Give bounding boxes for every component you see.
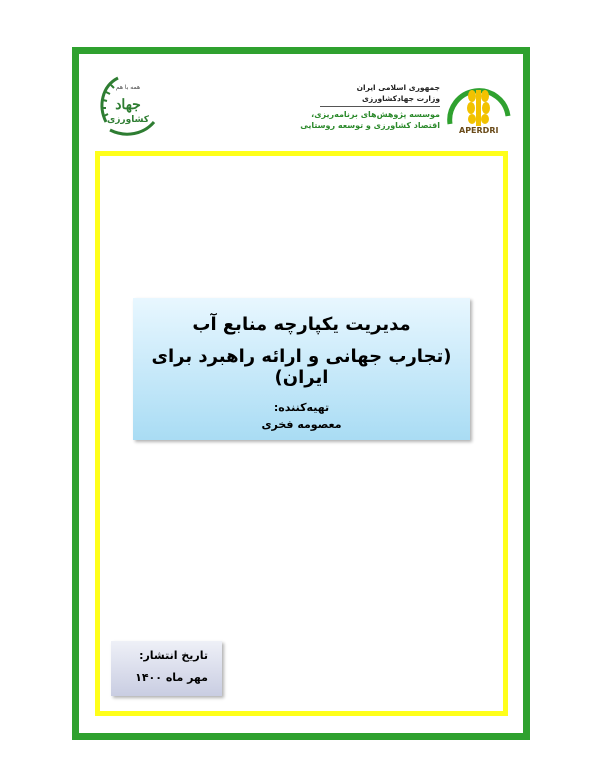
- author-name: معصومه فخری: [261, 418, 342, 431]
- keshavarzi-word: کشاورزی: [107, 115, 149, 125]
- header-divider: [320, 106, 440, 107]
- institute-name-line2: اقتصاد کشاورزی و توسعه روستایی: [300, 121, 440, 130]
- title-box: [133, 298, 470, 440]
- institute-name-line1: موسسه پژوهش‌های برنامه‌ریزی،: [311, 110, 440, 119]
- publication-date-label: تاریخ انتشار:: [139, 649, 208, 662]
- prepared-by-label: تهیه‌کننده:: [273, 401, 330, 414]
- document-title: مدیریت یکپارچه منابع آب: [192, 314, 411, 335]
- org-abbreviation: APERDRI: [459, 126, 499, 135]
- document-subtitle: (تجارب جهانی و ارائه راهبرد برای ایران): [151, 346, 452, 388]
- aperdri-logo: [442, 76, 518, 146]
- country-name: جمهوری اسلامی ایران: [356, 83, 440, 92]
- jihad-word: جهاد: [115, 97, 141, 113]
- ministry-name: وزارت جهادکشاورزی: [361, 94, 440, 103]
- jihad-slogan: همه با هم: [115, 84, 141, 91]
- org-header-text: [270, 82, 440, 131]
- publication-date: مهر ماه ۱۴۰۰: [135, 671, 208, 684]
- publication-date-box: [111, 641, 222, 696]
